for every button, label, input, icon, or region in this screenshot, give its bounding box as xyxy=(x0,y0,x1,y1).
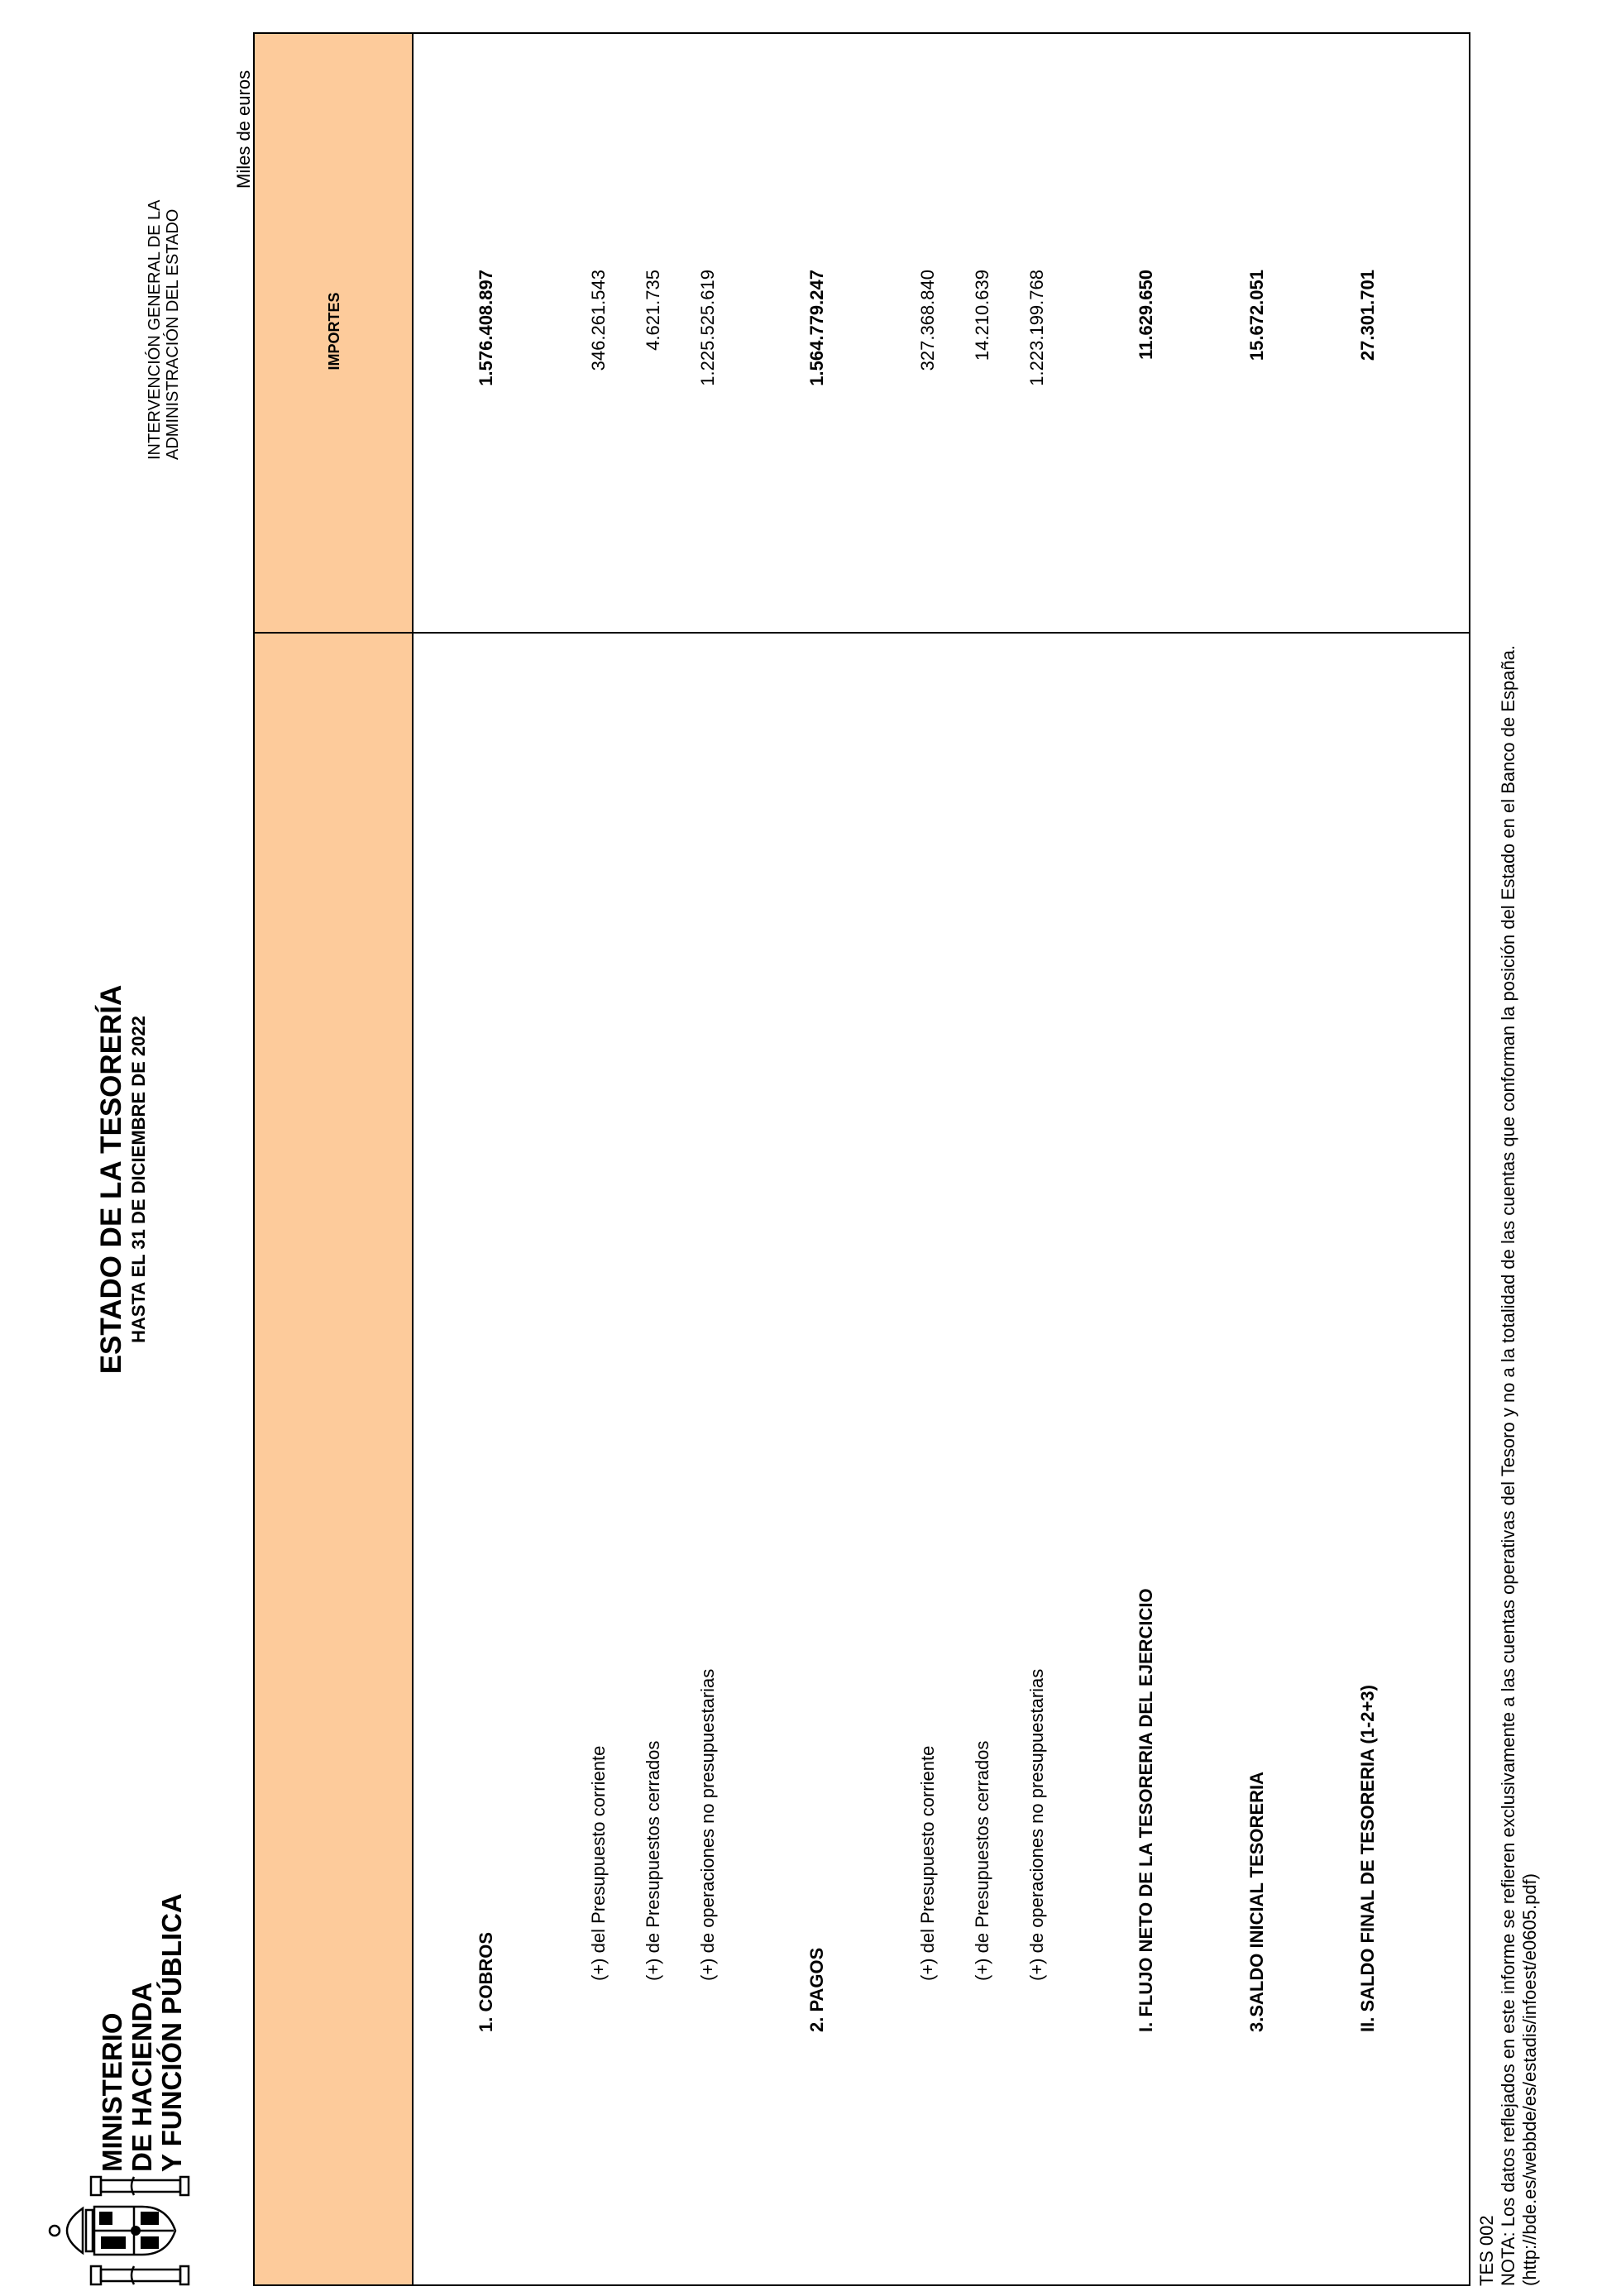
row-value: 14.210.639 xyxy=(972,270,992,361)
table-row xyxy=(966,34,999,2284)
row-value: 327.368.840 xyxy=(917,270,938,371)
row-label: (+) de Presupuestos cerrados xyxy=(972,1740,992,1981)
row-value: 4.621.735 xyxy=(643,270,663,351)
agency-line-1: INTERVENCIÓN GENERAL DE LA xyxy=(146,199,164,460)
table-row xyxy=(1021,34,1054,2284)
row-label: (+) de operaciones no presupuestarias xyxy=(697,1668,718,1981)
row-value: 1.223.199.768 xyxy=(1026,270,1047,386)
column-header-importes: IMPORTES xyxy=(325,292,342,371)
row-label: II. SALDO FINAL DE TESORERIA (1-2+3) xyxy=(1357,1685,1378,2032)
row-value: 11.629.650 xyxy=(1136,270,1156,360)
row-value: 1.564.779.247 xyxy=(806,270,827,386)
coat-of-arms-logo xyxy=(43,2174,200,2286)
row-label: (+) de Presupuestos cerrados xyxy=(643,1740,663,1981)
ministry-line-2: DE HACIENDA xyxy=(127,1982,157,2172)
footer-url: (http://bde.es/webbde/es/estadis/infoest/e0605.pdf) xyxy=(1519,1873,1540,2286)
table-row xyxy=(470,34,503,2284)
table-row xyxy=(1241,34,1274,2284)
report-title-block xyxy=(95,890,150,1469)
agency-line-2: ADMINISTRACIÓN DEL ESTADO xyxy=(164,208,182,460)
treasury-table xyxy=(253,32,1470,2286)
table-row xyxy=(637,34,670,2284)
report-title: ESTADO DE LA TESORERÍA xyxy=(95,984,127,1375)
row-label: I. FLUJO NETO DE LA TESORERIA DEL EJERCICIO xyxy=(1136,1588,1156,2032)
footer xyxy=(1476,645,1541,2286)
table-row xyxy=(1130,34,1163,2284)
row-value: 1.576.408.897 xyxy=(476,270,496,386)
row-label: (+) del Presupuesto corriente xyxy=(588,1745,609,1981)
table-row xyxy=(801,34,834,2284)
row-value: 346.261.543 xyxy=(588,270,609,371)
table-row xyxy=(691,34,724,2284)
row-label: 3.SALDO INICIAL TESORERIA xyxy=(1246,1772,1267,2032)
agency-name xyxy=(146,199,182,460)
units-label: Miles de euros xyxy=(233,69,254,189)
ministry-line-1: MINISTERIO xyxy=(97,2012,127,2172)
table-row xyxy=(1351,34,1384,2284)
row-label: 2. PAGOS xyxy=(806,1947,827,2032)
column-divider xyxy=(255,632,1469,634)
row-value: 15.672.051 xyxy=(1246,270,1267,361)
footer-note: NOTA: Los datos reflejados en este informe se refieren exclusivamente a las cuentas operativas del Tesoro y no a la totalidad de las cuentas que conforman la posición del Estado en el Banco de España. xyxy=(1498,644,1518,2286)
table-row xyxy=(911,34,944,2284)
ministry-line-3: Y FUNCIÓN PÚBLICA xyxy=(156,1893,187,2172)
table-row xyxy=(582,34,615,2284)
row-label: (+) del Presupuesto corriente xyxy=(917,1745,938,1981)
row-label: 1. COBROS xyxy=(476,1931,496,2032)
row-value: 1.225.525.619 xyxy=(697,270,718,386)
row-label: (+) de operaciones no presupuestarias xyxy=(1026,1668,1047,1981)
ministry-name xyxy=(98,1893,187,2172)
report-code: TES 002 xyxy=(1476,2215,1497,2286)
report-subtitle: HASTA EL 31 DE DICIEMBRE DE 2022 xyxy=(128,1016,149,1343)
row-value: 27.301.701 xyxy=(1357,270,1378,361)
